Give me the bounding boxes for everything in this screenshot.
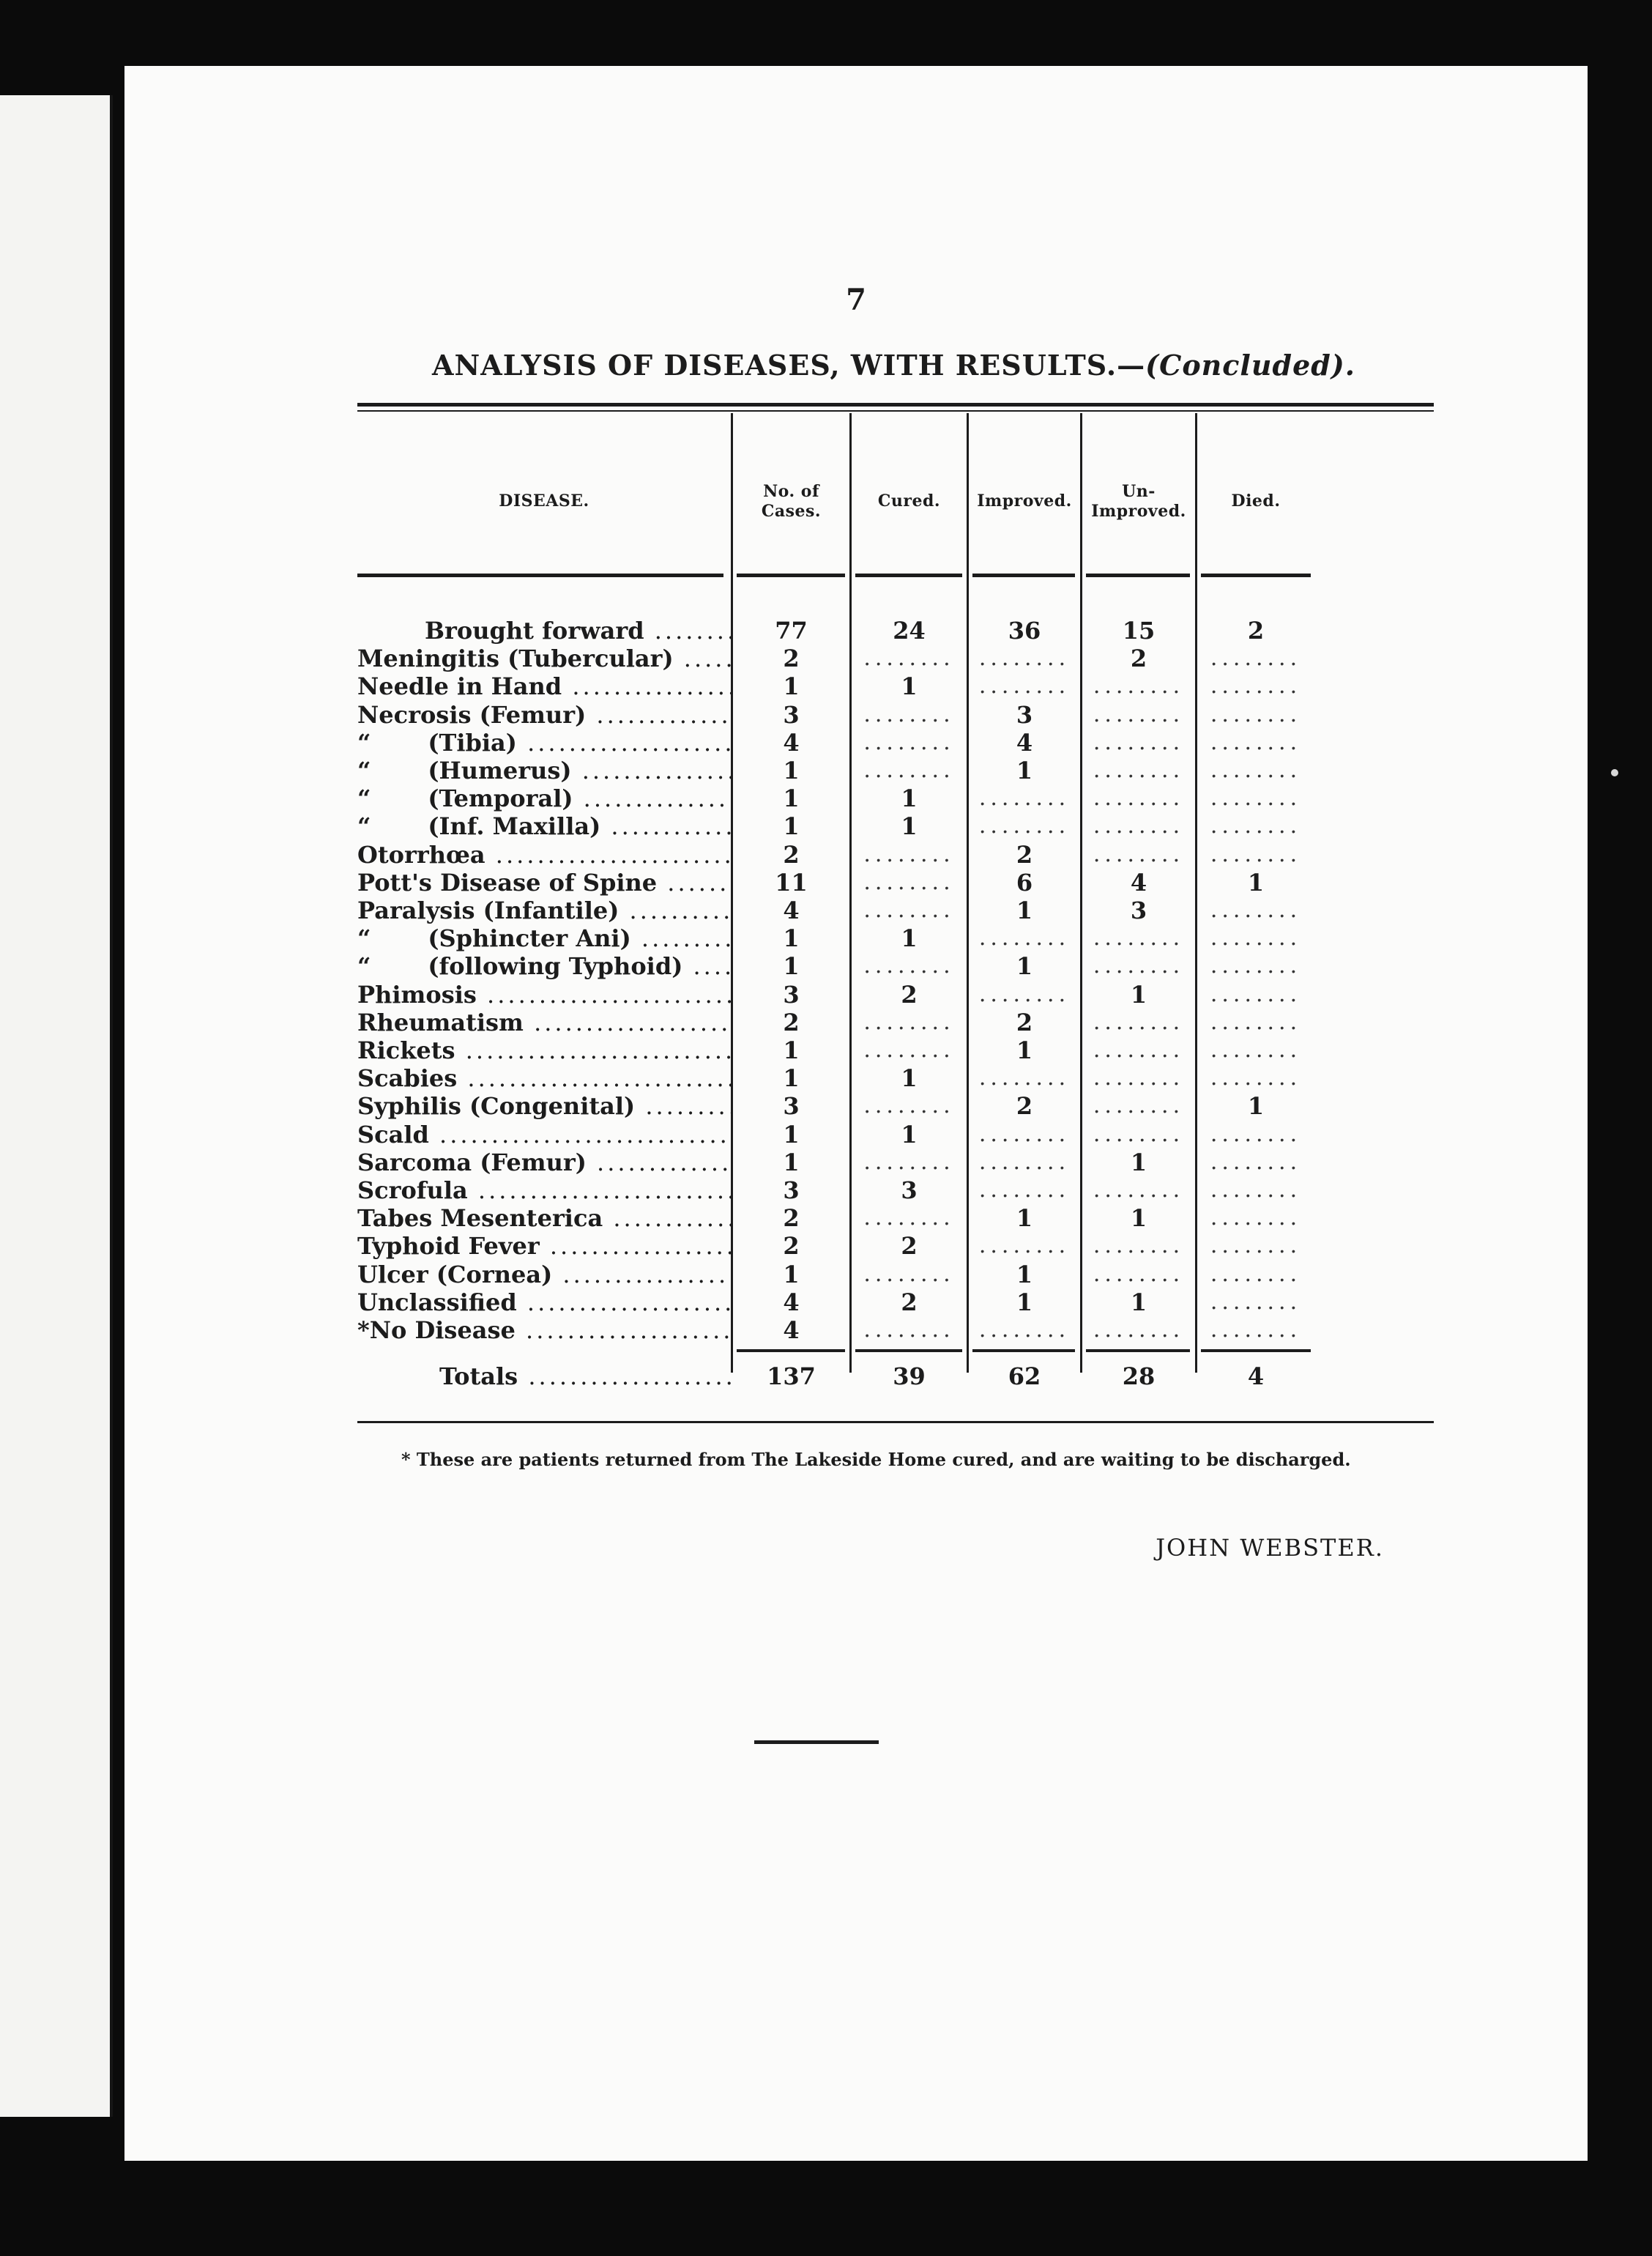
cell-improved: 1 (1016, 1288, 1033, 1316)
empty-cell-leader: ........ (1210, 925, 1302, 951)
bottom-rule (357, 1421, 1434, 1423)
cell-cured: 1 (901, 812, 918, 841)
table-row (124, 1149, 1588, 1176)
cell-cured: 1 (901, 924, 918, 953)
empty-cell-leader: ........ (863, 953, 955, 979)
table-row (124, 1261, 1588, 1288)
table-row (124, 617, 1588, 645)
totals-cases: 137 (767, 1362, 816, 1390)
cell-unimproved: 3 (1130, 897, 1147, 924)
header-disease-label: DISEASE. (499, 491, 589, 511)
empty-cell-leader: ........ (1093, 813, 1185, 839)
table-row (124, 1288, 1588, 1316)
disease-name (357, 1176, 731, 1204)
header-unimproved (1082, 418, 1195, 586)
empty-cell-leader: ........ (1093, 1065, 1185, 1091)
empty-cell-leader: ........ (1093, 1261, 1185, 1287)
disease-name (357, 897, 731, 924)
disease-name-text: Scald (357, 1120, 429, 1149)
cell-improved: 2 (1016, 1008, 1033, 1036)
header-unimproved-line2: Improved. (1091, 502, 1186, 521)
table-row (124, 1092, 1588, 1120)
empty-cell-leader: ........ (1210, 1149, 1302, 1175)
disease-name (357, 729, 731, 757)
cell-improved: 6 (1016, 868, 1033, 897)
disease-name (357, 701, 731, 729)
cell-cases: 4 (783, 1288, 800, 1316)
cell-cases: 1 (783, 784, 800, 813)
disease-name (357, 1064, 731, 1092)
top-rule-thin (357, 410, 1434, 412)
cell-unimproved: 1 (1130, 1148, 1147, 1176)
empty-cell-leader: ........ (1210, 729, 1302, 755)
disease-name (425, 617, 731, 645)
empty-cell-leader: ........ (863, 1037, 955, 1063)
empty-cell-leader: ........ (1093, 1037, 1185, 1063)
empty-cell-leader: ........ (1210, 1205, 1302, 1231)
cell-cases: 11 (775, 868, 808, 897)
cell-cases: 4 (783, 897, 800, 924)
table-row (124, 701, 1588, 729)
disease-name-text: Meningitis (Tubercular) (357, 645, 674, 673)
cell-unimproved: 1 (1130, 980, 1147, 1009)
totals-died: 4 (1247, 1362, 1265, 1390)
disease-name-text: Pott's Disease of Spine (357, 868, 658, 897)
table-row (124, 897, 1588, 924)
disease-name (357, 1288, 731, 1316)
totals-cured: 39 (893, 1362, 926, 1390)
disease-name-text: “ (Temporal) (357, 784, 573, 813)
table-row (124, 952, 1588, 980)
disease-name-text: Tabes Mesenterica (357, 1204, 603, 1233)
cell-cured: 3 (901, 1176, 918, 1204)
cell-cases: 1 (783, 1260, 800, 1288)
empty-cell-leader: ........ (978, 1317, 1071, 1343)
totals-rule (1201, 1349, 1311, 1352)
disease-name-text: Otorrhœa (357, 840, 485, 869)
cell-cases: 3 (783, 1092, 800, 1121)
table-row (124, 784, 1588, 812)
table-row (124, 841, 1588, 869)
table-row (124, 981, 1588, 1009)
disease-name (357, 1009, 731, 1036)
cell-cases: 1 (783, 812, 800, 841)
empty-cell-leader: ........ (978, 645, 1071, 672)
cell-cases: 1 (783, 1064, 800, 1093)
empty-cell-leader: ........ (1210, 1233, 1302, 1259)
cell-improved: 3 (1016, 700, 1033, 729)
header-underline (737, 574, 845, 577)
totals-label-text: Totals (439, 1362, 518, 1390)
cell-unimproved: 15 (1122, 617, 1156, 645)
empty-cell-leader: ........ (1210, 1317, 1302, 1343)
cell-improved: 1 (1016, 952, 1033, 981)
totals-label (439, 1362, 731, 1390)
cell-cases: 2 (783, 645, 800, 673)
disease-name-text: Paralysis (Infantile) (357, 897, 620, 924)
disease-name-text: Syphilis (Congenital) (357, 1092, 636, 1121)
table-row (124, 812, 1588, 840)
cell-cases: 1 (783, 1148, 800, 1176)
disease-name-text: Scabies (357, 1064, 458, 1093)
cell-cases: 4 (783, 728, 800, 757)
empty-cell-leader: ........ (1210, 1121, 1302, 1147)
cell-cases: 3 (783, 1176, 800, 1204)
header-unimproved-line1: Un- (1122, 481, 1156, 501)
cell-cured: 24 (893, 617, 926, 645)
disease-name (357, 1316, 731, 1344)
empty-cell-leader: ........ (863, 897, 955, 923)
disease-name (357, 1036, 731, 1064)
table-row (124, 1176, 1588, 1204)
empty-cell-leader: ........ (1210, 897, 1302, 923)
disease-name (357, 1204, 731, 1232)
empty-cell-leader: ........ (1210, 1065, 1302, 1091)
disease-name-text: “ (following Typhoid) (357, 952, 683, 981)
empty-cell-leader: ........ (863, 757, 955, 783)
header-underline (1201, 574, 1311, 577)
cell-died: 2 (1247, 617, 1265, 645)
empty-cell-leader: ........ (978, 785, 1071, 812)
cell-cases: 1 (783, 757, 800, 784)
empty-cell-leader: ........ (863, 1093, 955, 1119)
cell-cases: 2 (783, 840, 800, 869)
header-underline (972, 574, 1075, 577)
cell-cases: 1 (783, 1036, 800, 1064)
disease-name-text: Typhoid Fever (357, 1232, 540, 1261)
empty-cell-leader: ........ (978, 813, 1071, 839)
cell-cases: 1 (783, 1120, 800, 1149)
disease-name (357, 1261, 731, 1288)
empty-cell-leader: ........ (863, 701, 955, 727)
empty-cell-leader: ........ (1210, 757, 1302, 783)
table-row (124, 1316, 1588, 1344)
empty-cell-leader: ........ (863, 1205, 955, 1231)
empty-cell-leader: ........ (1210, 981, 1302, 1007)
signature: JOHN WEBSTER. (1156, 1534, 1384, 1562)
empty-cell-leader: ........ (978, 981, 1071, 1007)
cell-cases: 77 (775, 617, 808, 645)
document-page (124, 66, 1588, 2161)
disease-name (357, 952, 731, 980)
empty-cell-leader: ........ (1210, 785, 1302, 812)
cell-improved: 1 (1016, 1204, 1033, 1233)
table-title (432, 349, 1457, 382)
cell-unimproved: 4 (1130, 868, 1147, 897)
cell-cases: 3 (783, 980, 800, 1009)
cell-cured: 1 (901, 784, 918, 813)
totals-rule (855, 1349, 962, 1352)
header-died-label: Died. (1231, 491, 1281, 511)
empty-cell-leader: ........ (978, 925, 1071, 951)
header-underline (357, 574, 723, 577)
totals-row (124, 1362, 1588, 1390)
cell-unimproved: 2 (1130, 645, 1147, 673)
empty-cell-leader: ........ (1210, 953, 1302, 979)
disease-name-text: Brought forward (425, 617, 644, 645)
empty-cell-leader: ........ (863, 645, 955, 672)
header-improved-label: Improved. (977, 491, 1072, 511)
empty-cell-leader: ........ (1210, 813, 1302, 839)
disease-name (357, 1149, 731, 1176)
header-cases-line1: No. of (763, 481, 819, 501)
empty-cell-leader: ........ (1210, 673, 1302, 700)
table-row (124, 1232, 1588, 1260)
disease-name-text: Phimosis (357, 980, 477, 1009)
empty-cell-leader: ........ (863, 869, 955, 895)
table-row (124, 1009, 1588, 1036)
cell-unimproved: 1 (1130, 1204, 1147, 1233)
empty-cell-leader: ........ (863, 729, 955, 755)
totals-unimproved: 28 (1122, 1362, 1156, 1390)
table-row (124, 1064, 1588, 1092)
cell-cured: 1 (901, 672, 918, 701)
empty-cell-leader: ........ (1093, 1093, 1185, 1119)
title-main: ANALYSIS OF DISEASES, WITH RESULTS.— (432, 349, 1146, 382)
empty-cell-leader: ........ (863, 841, 955, 867)
cell-died: 1 (1247, 868, 1265, 897)
empty-cell-leader: ........ (1210, 701, 1302, 727)
cell-cases: 1 (783, 952, 800, 981)
cell-improved: 1 (1016, 897, 1033, 924)
cell-cases: 1 (783, 924, 800, 953)
disease-name-text: *No Disease (357, 1316, 516, 1344)
table-row (124, 1204, 1588, 1232)
disease-name-text: “ (Tibia) (357, 728, 517, 757)
cell-cured: 2 (901, 980, 918, 1009)
empty-cell-leader: ........ (1093, 1177, 1185, 1203)
empty-cell-leader: ........ (1093, 673, 1185, 700)
cell-cured: 2 (901, 1232, 918, 1261)
table-row (124, 869, 1588, 897)
disease-name (357, 1092, 731, 1120)
cell-improved: 1 (1016, 1260, 1033, 1288)
table-row (124, 729, 1588, 757)
totals-improved: 62 (1008, 1362, 1041, 1390)
disease-name (357, 1121, 731, 1149)
disease-name (357, 784, 731, 812)
disease-name (357, 924, 731, 952)
empty-cell-leader: ........ (1093, 785, 1185, 812)
empty-cell-leader: ........ (1210, 1261, 1302, 1287)
top-rule (357, 403, 1434, 407)
cell-cases: 1 (783, 672, 800, 701)
cell-improved: 4 (1016, 728, 1033, 757)
empty-cell-leader: ........ (978, 673, 1071, 700)
empty-cell-leader: ........ (1093, 1009, 1185, 1035)
cell-cured: 1 (901, 1064, 918, 1093)
disease-name (357, 1232, 731, 1260)
disease-name (357, 645, 731, 672)
empty-cell-leader: ........ (1210, 1177, 1302, 1203)
empty-cell-leader: ........ (978, 1065, 1071, 1091)
empty-cell-leader: ........ (1093, 925, 1185, 951)
disease-name-text: “ (Humerus) (357, 757, 572, 784)
empty-cell-leader: ........ (1210, 841, 1302, 867)
header-cases-line2: Cases. (761, 502, 822, 521)
cell-improved: 2 (1016, 840, 1033, 869)
table-row (124, 1121, 1588, 1149)
cell-unimproved: 1 (1130, 1288, 1147, 1316)
cell-cases: 2 (783, 1008, 800, 1036)
empty-cell-leader: ........ (978, 1149, 1071, 1175)
totals-rule (737, 1349, 845, 1352)
header-underline (855, 574, 962, 577)
disease-name-text: Ulcer (Cornea) (357, 1260, 553, 1288)
empty-cell-leader: ........ (1210, 1037, 1302, 1063)
empty-cell-leader: ........ (1093, 729, 1185, 755)
empty-cell-leader: ........ (1093, 1233, 1185, 1259)
cell-cured: 2 (901, 1288, 918, 1316)
footnote: * These are patients returned from The Lakeside Home cured, and are waiting to be discharged. (401, 1449, 1351, 1470)
table-row (124, 1036, 1588, 1064)
disease-name (357, 812, 731, 840)
cell-cases: 3 (783, 700, 800, 729)
disease-name (357, 672, 731, 700)
page-number: 7 (846, 283, 866, 317)
totals-rule (972, 1349, 1075, 1352)
empty-cell-leader: ........ (978, 1233, 1071, 1259)
empty-cell-leader: ........ (1093, 1317, 1185, 1343)
cell-cases: 2 (783, 1232, 800, 1261)
disease-name-text: Rickets (357, 1036, 455, 1064)
header-cured-label: Cured. (877, 491, 941, 511)
adjacent-page-edge (0, 95, 113, 2117)
disease-name-text: “ (Inf. Maxilla) (357, 812, 601, 841)
header-died (1197, 418, 1314, 586)
table-row (124, 672, 1588, 700)
empty-cell-leader: ........ (863, 1009, 955, 1035)
totals-rule (1086, 1349, 1190, 1352)
empty-cell-leader: ........ (1210, 1288, 1302, 1315)
empty-cell-leader: ........ (978, 1121, 1071, 1147)
table-row (124, 757, 1588, 784)
empty-cell-leader: ........ (863, 1317, 955, 1343)
disease-name-text: Needle in Hand (357, 672, 562, 701)
empty-cell-leader: ........ (1093, 953, 1185, 979)
header-underline (1086, 574, 1190, 577)
empty-cell-leader: ........ (1210, 645, 1302, 672)
disease-name-text: Unclassified (357, 1288, 517, 1316)
disease-name (357, 869, 731, 897)
header-cured (852, 418, 967, 586)
cell-cured: 1 (901, 1120, 918, 1149)
table-row (124, 924, 1588, 952)
header-cases (733, 418, 849, 586)
empty-cell-leader: ........ (863, 1261, 955, 1287)
disease-name (357, 981, 731, 1009)
empty-cell-leader: ........ (1210, 1009, 1302, 1035)
cell-cases: 2 (783, 1204, 800, 1233)
disease-name-text: Sarcoma (Femur) (357, 1148, 587, 1176)
empty-cell-leader: ........ (1093, 701, 1185, 727)
scan-speck (1611, 769, 1618, 776)
disease-name (357, 757, 731, 784)
disease-name-text: Scrofula (357, 1176, 468, 1204)
cell-improved: 36 (1008, 617, 1041, 645)
disease-name-text: Necrosis (Femur) (357, 700, 587, 729)
header-disease (357, 418, 731, 586)
disease-name (357, 841, 731, 869)
table-row (124, 645, 1588, 672)
empty-cell-leader: ........ (1093, 841, 1185, 867)
disease-name-text: Rheumatism (357, 1008, 524, 1036)
empty-cell-leader: ........ (1093, 1121, 1185, 1147)
empty-cell-leader: ........ (1093, 757, 1185, 783)
header-improved (969, 418, 1080, 586)
empty-cell-leader: ........ (863, 1149, 955, 1175)
end-rule (754, 1740, 879, 1744)
cell-improved: 1 (1016, 1036, 1033, 1064)
cell-improved: 2 (1016, 1092, 1033, 1121)
cell-cases: 4 (783, 1316, 800, 1344)
empty-cell-leader: ........ (978, 1177, 1071, 1203)
title-sub: (Concluded). (1145, 349, 1356, 382)
cell-died: 1 (1247, 1092, 1265, 1121)
cell-improved: 1 (1016, 757, 1033, 784)
disease-name-text: “ (Sphincter Ani) (357, 924, 631, 953)
